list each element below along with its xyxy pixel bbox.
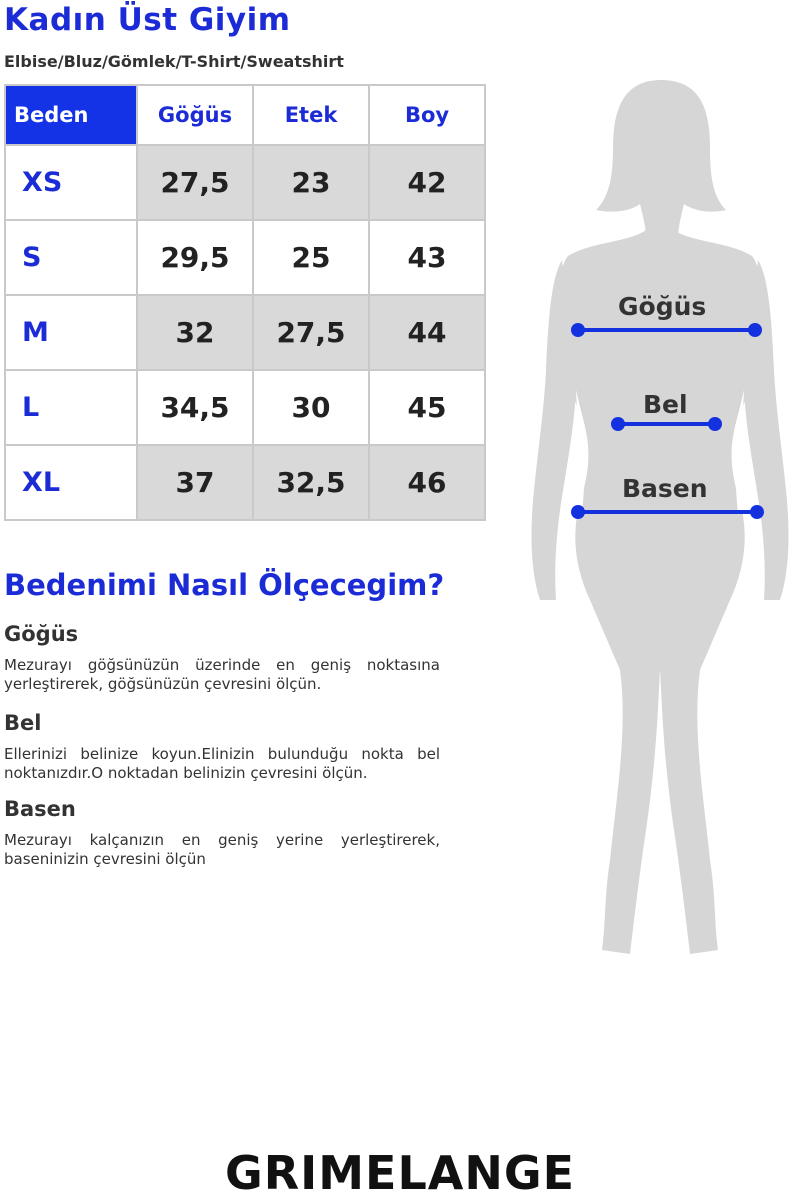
section-heading-bel: Bel — [4, 711, 42, 735]
size-chart-table — [4, 84, 486, 521]
size-label: XS — [5, 145, 137, 220]
header-etek: Etek — [253, 85, 369, 145]
section-text-basen: Mezurayı kalçanızın en geniş yerine yerleştirerek, baseninizin çevresini ölçün — [4, 831, 440, 868]
gogus-value: 29,5 — [137, 220, 253, 295]
table-row — [5, 445, 485, 520]
figure-label-basen: Basen — [622, 474, 708, 503]
figure-label-bel: Bel — [643, 390, 688, 419]
etek-value: 25 — [253, 220, 369, 295]
section-text-gogus: Mezurayı göğsünüzün üzerinde en geniş noktasına yerleştirerek, göğsünüzün çevresini ölçün. — [4, 656, 440, 693]
etek-value: 27,5 — [253, 295, 369, 370]
boy-value: 42 — [369, 145, 485, 220]
boy-value: 45 — [369, 370, 485, 445]
size-label: M — [5, 295, 137, 370]
brand-logo-text: GRIMELANGE — [224, 1146, 576, 1200]
boy-value: 46 — [369, 445, 485, 520]
table-row — [5, 220, 485, 295]
section-heading-gogus: Göğüs — [4, 622, 79, 646]
gogus-value: 32 — [137, 295, 253, 370]
etek-value: 23 — [253, 145, 369, 220]
section-heading-basen: Basen — [4, 797, 76, 821]
body-silhouette-figure — [520, 70, 800, 990]
header-beden: Beden — [5, 85, 137, 145]
table-row — [5, 145, 485, 220]
table-row — [5, 295, 485, 370]
page-subtitle: Elbise/Bluz/Gömlek/T-Shirt/Sweatshirt — [4, 52, 344, 71]
gogus-value: 37 — [137, 445, 253, 520]
boy-value: 43 — [369, 220, 485, 295]
gogus-value: 27,5 — [137, 145, 253, 220]
gogus-value: 34,5 — [137, 370, 253, 445]
table-row — [5, 370, 485, 445]
size-label: L — [5, 370, 137, 445]
table-header-row — [5, 85, 485, 145]
guide-title: Bedenimi Nasıl Ölçecegim? — [4, 568, 445, 602]
silhouette-icon — [532, 80, 789, 954]
section-text-bel: Ellerinizi belinize koyun.Elinizin bulunduğu nokta bel noktanızdır.O noktadan belinizin çevresini ölçün. — [4, 745, 440, 782]
size-label: S — [5, 220, 137, 295]
etek-value: 32,5 — [253, 445, 369, 520]
size-label: XL — [5, 445, 137, 520]
page-title: Kadın Üst Giyim — [4, 2, 291, 38]
etek-value: 30 — [253, 370, 369, 445]
header-boy: Boy — [369, 85, 485, 145]
boy-value: 44 — [369, 295, 485, 370]
figure-label-gogus: Göğüs — [618, 292, 707, 321]
header-gogus: Göğüs — [137, 85, 253, 145]
